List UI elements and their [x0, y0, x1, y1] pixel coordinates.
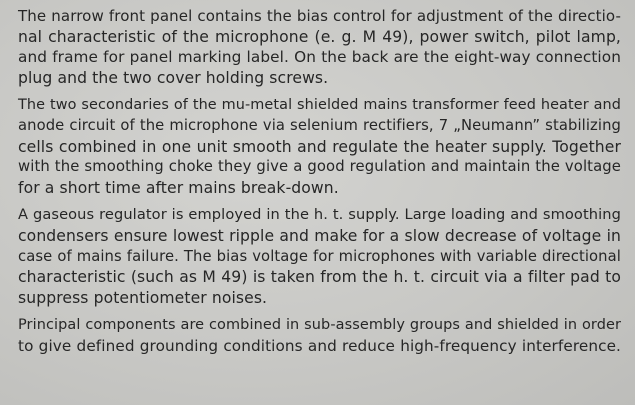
text-line: and frame for panel marking label. On the back are the eight-way connection	[18, 48, 621, 67]
text-line: to give defined grounding conditions and reduce high-frequency interference.	[18, 336, 621, 355]
text-line: plug and the two cover holding screws.	[18, 68, 329, 87]
text-line: characteristic (such as M 49) is taken from the h. t. circuit via a filter pad to	[18, 268, 621, 287]
text-line: Principal components are combined in sub-assembly groups and shielded in order	[18, 317, 621, 334]
paragraph-components	[18, 315, 621, 356]
text-line: for a short time after mains break-down.	[18, 178, 339, 197]
text-line: A gaseous regulator is employed in the h. t. supply. Large loading and smoothing	[18, 206, 621, 224]
paragraph-regulator	[18, 205, 621, 308]
text-line: anode circuit of the microphone via selenium rectifiers, 7 „Neumann” stabilizing	[18, 116, 621, 134]
text-line: cells combined in one unit smooth and regulate the heater supply. Together	[18, 137, 621, 156]
text-line: with the smoothing choke they give a good regulation and maintain the voltage	[18, 158, 621, 176]
text-line: condensers ensure lowest ripple and make for a slow decrease of voltage in	[18, 226, 621, 245]
text-line: suppress potentiometer noises.	[18, 288, 268, 307]
paragraph-front-panel	[18, 6, 621, 88]
paragraph-transformer	[18, 95, 621, 198]
text-line: nal characteristic of the microphone (e. g. M 49), power switch, pilot lamp,	[18, 27, 621, 46]
text-line: The narrow front panel contains the bias control for adjustment of the directio-	[18, 7, 621, 25]
text-line: case of mains failure. The bias voltage for microphones with variable directional	[18, 247, 621, 265]
text-line: The two secondaries of the mu-metal shielded mains transformer feed heater and	[18, 97, 621, 114]
